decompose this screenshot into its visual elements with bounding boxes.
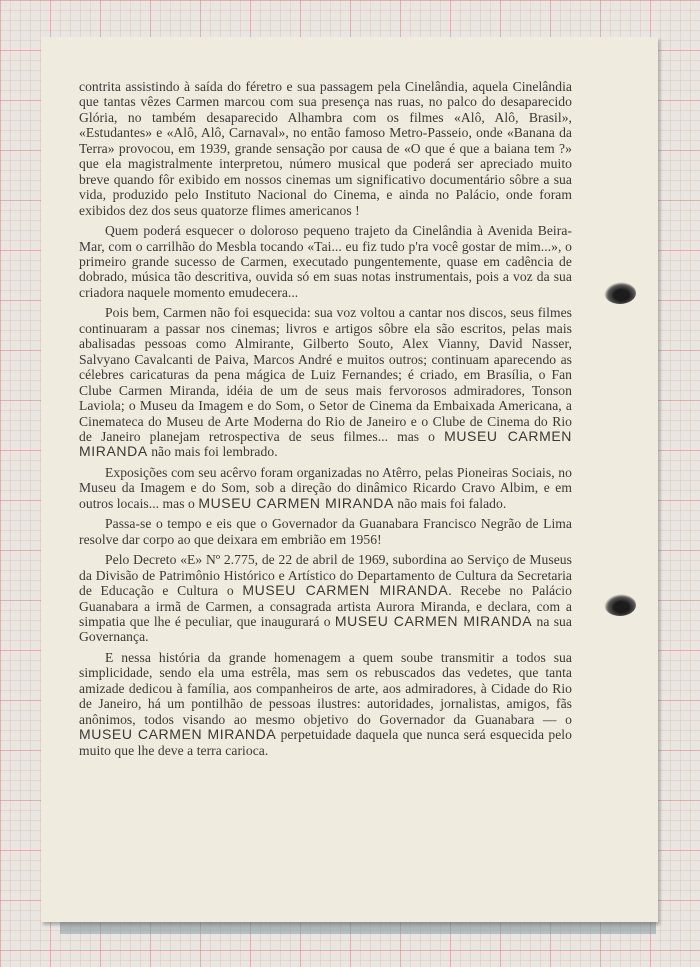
museum-name-caps: MUSEU CARMEN MIRANDA (79, 427, 572, 460)
document-body-text (79, 79, 572, 763)
binder-hole-bottom (604, 594, 636, 616)
paragraph (79, 465, 572, 511)
text-run: contrita assistindo à saída do féretro e sua passagem pela Cinelândia, aquela Cinelândia que tantas vêzes Carmen marcou com sua presença nas ruas, no palco do desaparecido Glória, no também desaparecido Alhambra com os filmes «Alô, Alô, Brasil», «Estudantes» e «Alô, Alô, Carnaval», no então famoso Metro-Passeio, onde «Banana da Terra» provocou, em 1939, grande sensação por causa de «O que é que a baiana tem ?» que ela magistralmente interpretou, número musical que poderá ser apreciado muito breve quando fôr exibido em nossos cinemas um significativo documentário sôbre a sua vida, produzido pelo Instituto Nacional do Cinema, e ainda no Palácio, onde foram exibidos dez dos seus quatorze flimes americanos ! (79, 79, 572, 218)
text-run: Pois bem, Carmen não foi esquecida: sua voz voltou a cantar nos discos, seus filmes continuaram a passar nos cinemas; livros e artigos sôbre ela são escritos, pelas mais abalisadas pessoas como Almirante, Gilberto Souto, Alex Vianny, David Nasser, Salvyano Cavalcanti de Paiva, Marcos André e muitos outros; continuam aparecendo as célebres caricaturas da pena mágica de Luiz Fernandes; é criado, em Brasília, o Fan Clube Carmen Miranda, idéia de um de seus mais fervorosos admiradores, Tonson Laviola; o Museu da Imagem e do Som, o Setor de Cinema da Embaixada Americana, a Cinemateca do Museu de Arte Moderna do Rio de Janeiro e o Clube de Cinema do Rio de Janeiro planejam retrospectiva de seus filmes... mas o (79, 305, 572, 444)
binder-hole-top (604, 282, 636, 304)
text-run: . Recebe no Palácio Guanabara a irmã de Carmen, a consagrada artista Aurora Miranda, e declara, com a simpatia que lhe é peculiar, que inaugurará o (79, 583, 572, 629)
text-run: E nessa história da grande homenagem a quem soube transmitir a todos sua simplicidade, sendo ela uma estrêla, mas sem os rebuscados das vedetes, que tanta amizade dedicou à família, aos companheiros de arte, aos admiradores, à Cidade do Rio de Janeiro, há um pontilhão de pessoas ilustres: autoridades, jornalistas, amigos, fãs anônimos, todos visando ao mesmo objetivo do Governador da Guanabara — o (79, 649, 572, 727)
text-run: perpetuidade daquela que nunca será esquecida pelo muito que lhe deve a terra carioca. (79, 727, 572, 758)
text-run: não mais foi falado. (393, 495, 507, 511)
text-run: Passa-se o tempo e eis que o Governador da Guanabara Francisco Negrão de Lima resolve dar corpo ao que deixara em embrião em 1956! (79, 516, 572, 547)
text-run: Quem poderá esquecer o doloroso pequeno trajeto da Cinelândia à Avenida Beira-Mar, com o carrilhão do Mesbla tocando «Tai... eu fiz tudo p'ra você gostar de mim...», o primeiro grande sucesso de Carmen, executado pungentemente, quase em cadência de dobrado, música tão descritiva, ouvida só em suas notas instrumentais, pois a voz da sua criadora naquele momento emudecera... (79, 223, 572, 300)
text-run: Pelo Decreto «E» Nº 2.775, de 22 de abril de 1969, subordina ao Serviço de Museus da Divisão de Patrimônio Histórico e Artístico do Departamento de Cultura da Secretaria de Educação e Cultura o (79, 552, 572, 599)
museum-name-caps: MUSEU CARMEN MIRANDA (242, 582, 449, 599)
museum-name-caps: MUSEU CARMEN MIRANDA (334, 612, 533, 629)
paragraph (79, 516, 572, 547)
text-run: na sua Governança. (79, 613, 572, 645)
paragraph (79, 223, 572, 300)
paragraph (79, 305, 572, 460)
page-shadow (60, 922, 656, 934)
museum-name-caps: MUSEU CARMEN MIRANDA (79, 726, 277, 743)
paragraph (79, 79, 572, 218)
museum-name-caps: MUSEU CARMEN MIRANDA (198, 494, 394, 511)
text-run: Exposições com seu acêrvo foram organizadas no Atêrro, pelas Pioneiras Sociais, no Museu da Imagem e do Som, sob a direção do dinâmico Ricardo Cravo Albim, e em outros locais... mas o (79, 464, 572, 511)
paragraph (79, 552, 572, 645)
text-run: não mais foi lembrado. (147, 444, 278, 460)
paragraph (79, 650, 572, 758)
